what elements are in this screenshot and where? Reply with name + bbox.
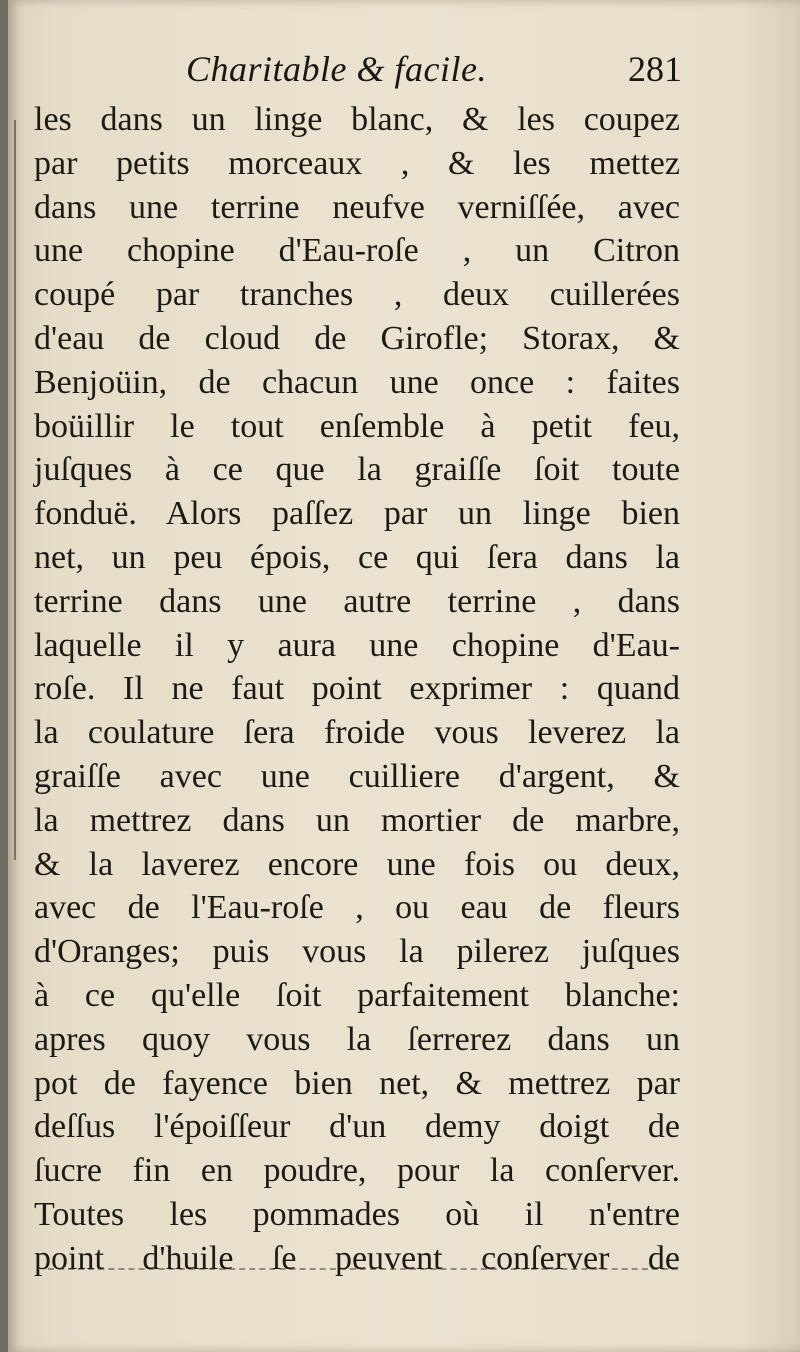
- text-line: net, un peu épois, ce qui ſera dans la: [34, 538, 680, 576]
- running-title: Charitable & facile.: [186, 49, 487, 89]
- text-line: la coulature ſera froide vous leverez la: [34, 714, 680, 752]
- text-line: terrine dans une autre terrine , dans: [34, 582, 680, 620]
- text-line: dans une terrine neufve verniſſée, avec: [34, 188, 680, 226]
- text-line: pot de fayence bien net, & mettrez par: [34, 1064, 680, 1102]
- text-line: point d'huile ſe peuvent conſerver de: [34, 1239, 680, 1277]
- text-line: graiſſe avec une cuilliere d'argent, &: [34, 757, 680, 795]
- text-line: les dans un linge blanc, & les coupez: [34, 101, 680, 138]
- text-line: apres quoy vous la ſerrerez dans un: [34, 1020, 680, 1058]
- text-line: fonduë. Alors paſſez par un linge bien: [34, 495, 680, 533]
- text-line: par petits morceaux , & les mettez: [34, 144, 680, 182]
- text-line: juſques à ce que la graiſſe ſoit toute: [34, 451, 680, 489]
- text-line: d'eau de cloud de Girofle; Storax, &: [34, 319, 680, 357]
- page-header: [8, 48, 800, 98]
- text-line: deſſus l'époiſſeur d'un demy doigt de: [34, 1108, 680, 1146]
- text-line: Toutes les pommades où il n'entre: [34, 1195, 680, 1233]
- text-line: une chopine d'Eau-roſe , un Citron: [34, 232, 680, 270]
- text-line: à ce qu'elle ſoit parfaitement blanche:: [34, 976, 680, 1014]
- body-text: [34, 98, 680, 1281]
- text-line: ſucre fin en poudre, pour la conſerver.: [34, 1152, 680, 1190]
- text-line: & la laverez encore une fois ou deux,: [34, 845, 680, 883]
- text-line: boüillir le tout enſemble à petit feu,: [34, 407, 680, 445]
- text-line: roſe. Il ne faut point exprimer : quand: [34, 670, 680, 708]
- text-line: avec de l'Eau-roſe , ou eau de fleurs: [34, 889, 680, 927]
- gutter-line: [14, 120, 16, 860]
- text-line: laquelle il y aura une chopine d'Eau-: [34, 626, 680, 664]
- page-number: 281: [628, 49, 682, 89]
- text-line: la mettrez dans un mortier de marbre,: [34, 801, 680, 839]
- text-line: coupé par tranches , deux cuillerées: [34, 276, 680, 314]
- book-page: [8, 0, 800, 1352]
- text-line: d'Oranges; puis vous la pilerez juſques: [34, 933, 680, 971]
- text-line: Benjoüin, de chacun une once : faites: [34, 363, 680, 401]
- catchword-rule: [48, 1268, 678, 1270]
